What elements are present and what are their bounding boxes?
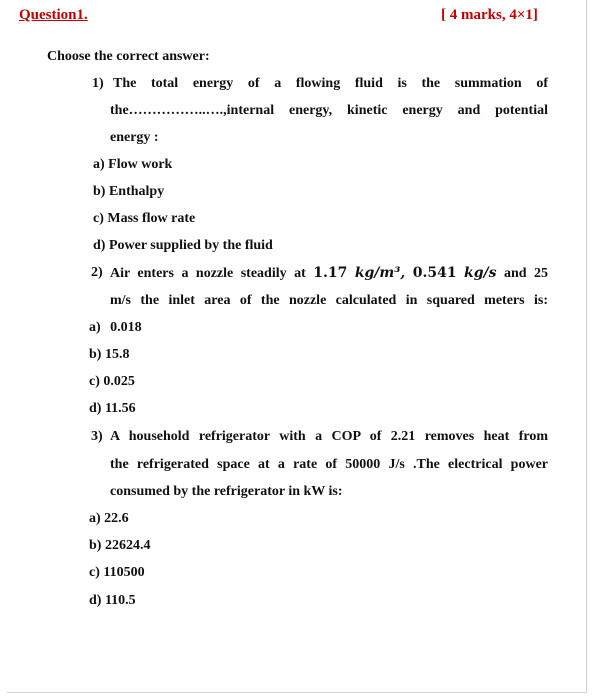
q1-line3: energy : (110, 130, 159, 145)
question-title: Question1. (19, 7, 88, 23)
q2-number: 2) (91, 265, 103, 280)
q3-line3: consumed by the refrigerator in kW is: (110, 484, 343, 499)
option-text: Flow work (108, 157, 173, 172)
q3-line2: the refrigerated space at a rate of 50000 J/s .The electrical power (110, 457, 548, 472)
q1-option-a[interactable] (93, 157, 172, 173)
option-letter: c) (93, 211, 104, 226)
q3-number: 3) (91, 429, 103, 444)
q3-line1: A household refrigerator with a COP of 2.21 removes heat from (110, 429, 548, 444)
q2-option-d[interactable] (89, 401, 136, 417)
option-text: 22.6 (104, 511, 129, 526)
q1-option-d[interactable] (93, 238, 273, 254)
option-letter: b) (89, 347, 102, 362)
marks-label: [ 4 marks, 4×1] (441, 7, 538, 23)
q2-option-c[interactable] (89, 374, 135, 390)
q2-line1-end: and 25 (504, 266, 549, 281)
option-text: Mass flow rate (107, 211, 196, 226)
q1-number: 1) (92, 76, 104, 91)
option-text: 11.56 (104, 401, 136, 416)
option-letter: b) (93, 184, 106, 199)
option-text: 110500 (103, 565, 145, 580)
q1-line2: the……………..….,internal energy, kinetic energy and potential (110, 103, 548, 118)
q2-option-a[interactable] (89, 320, 142, 336)
option-letter: a) (89, 511, 101, 526)
instruction: Choose the correct answer: (47, 49, 210, 64)
option-letter: d) (89, 593, 102, 608)
option-letter: a) (93, 157, 105, 172)
option-letter: c) (89, 565, 100, 580)
q3-option-d[interactable] (89, 593, 136, 609)
flow-value: 0.541 (412, 265, 457, 281)
q1-option-c[interactable] (93, 211, 195, 227)
option-letter: d) (93, 238, 106, 253)
q3-option-c[interactable] (89, 565, 145, 581)
option-text: 22624.4 (104, 538, 151, 553)
q2-line1 (110, 265, 548, 282)
q1-line1: The total energy of a flowing fluid is the summation of (113, 76, 548, 91)
q3-option-a[interactable] (89, 511, 129, 527)
option-letter: a) (89, 320, 101, 335)
option-text: 0.018 (110, 320, 142, 335)
option-text: Enthalpy (108, 184, 165, 199)
option-letter: b) (89, 538, 102, 553)
flow-unit: kg/s (464, 265, 497, 281)
density-unit: kg/m³, (354, 265, 406, 281)
q2-line1-text: Air enters a nozzle steadily at (110, 266, 306, 281)
q3-option-b[interactable] (89, 538, 150, 554)
option-text: 110.5 (104, 593, 136, 608)
q2-option-b[interactable] (89, 347, 129, 363)
option-text: 15.8 (104, 347, 130, 362)
option-text: 0.025 (103, 374, 135, 389)
option-text: Power supplied by the fluid (108, 238, 273, 253)
option-letter: c) (89, 374, 100, 389)
q2-line2: m/s the inlet area of the nozzle calculated in squared meters is: (110, 293, 548, 308)
density-value: 1.17 (313, 265, 348, 281)
q1-option-b[interactable] (93, 184, 164, 200)
option-letter: d) (89, 401, 102, 416)
